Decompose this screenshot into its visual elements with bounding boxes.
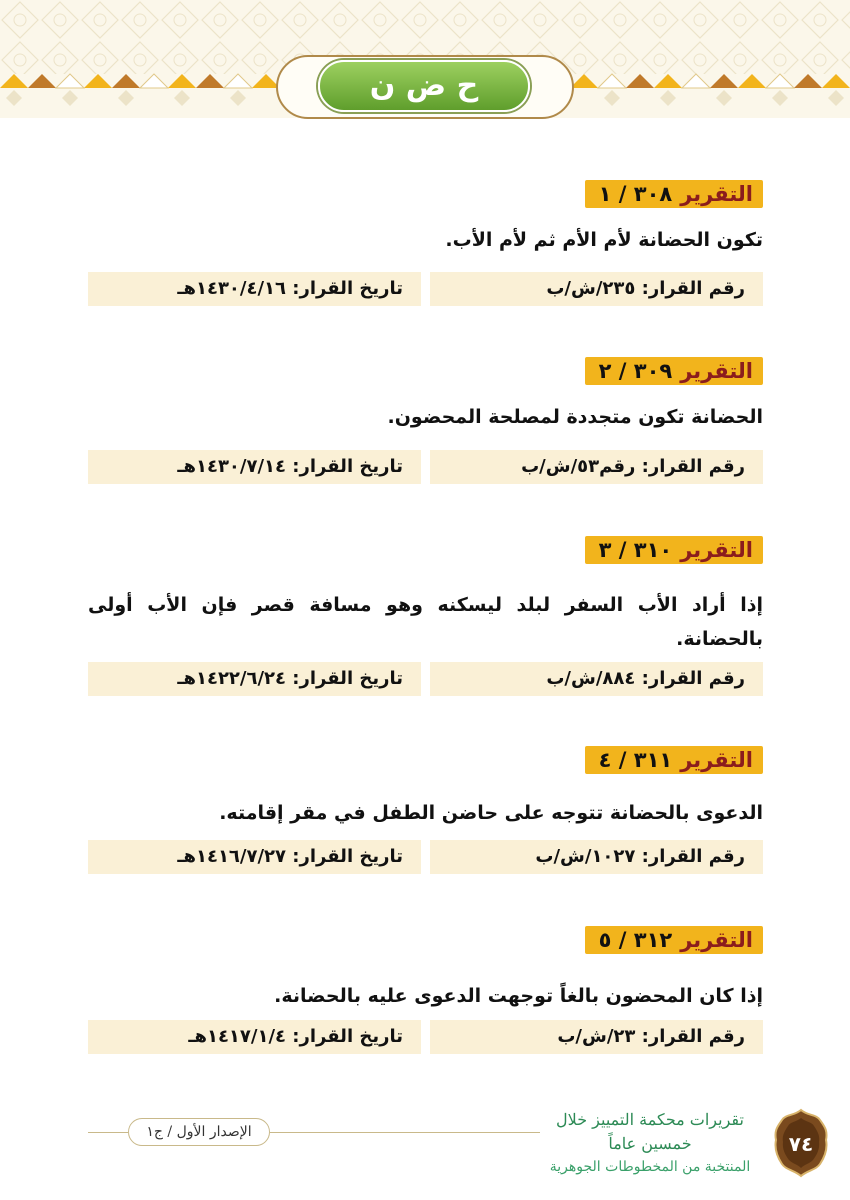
- decision-date: تاريخ القرار: ١٤٢٢/٦/٢٤هـ: [88, 662, 421, 696]
- report-title-word: التقرير: [680, 538, 753, 562]
- report-section-2: [88, 357, 763, 487]
- report-title-word: التقرير: [680, 748, 753, 772]
- report-text: تكون الحضانة لأم الأم ثم لأم الأب.: [445, 229, 763, 251]
- report-section-5: [88, 926, 763, 1056]
- report-section-3: [88, 536, 763, 701]
- page-number-badge: [772, 1108, 830, 1178]
- report-title: [585, 746, 763, 774]
- decision-number: رقم القرار: ١٠٢٧/ش/ب: [430, 840, 763, 874]
- book-edition-tag: الإصدار الأول / ج١: [128, 1118, 270, 1146]
- decision-date: تاريخ القرار: ١٤١٧/١/٤هـ: [88, 1020, 421, 1054]
- decision-date: تاريخ القرار: ١٤٣٠/٧/١٤هـ: [88, 450, 421, 484]
- report-title-number: ٣٠٩ / ٢: [598, 359, 673, 383]
- book-title-calligraphy: [540, 1108, 760, 1178]
- report-text: إذا كان المحضون بالغاً توجهت الدعوى عليه بالحضانة.: [274, 985, 763, 1007]
- page-number: ٧٤: [788, 1132, 814, 1156]
- report-title-word: التقرير: [680, 928, 753, 952]
- report-text: الدعوى بالحضانة تتوجه على حاضن الطفل في مقر إقامته.: [219, 802, 763, 824]
- decision-meta: [88, 662, 763, 696]
- decision-meta: [88, 840, 763, 874]
- report-title-number: ٣١٢ / ٥: [598, 928, 673, 952]
- report-title: [585, 357, 763, 385]
- footer-divider-left: [88, 1132, 128, 1133]
- calligraphy-line-2: المنتخبة من المخطوطات الجوهرية: [549, 1159, 751, 1175]
- decision-number: رقم القرار: ٨٨٤/ش/ب: [430, 662, 763, 696]
- decision-number: رقم القرار: ٢٣/ش/ب: [430, 1020, 763, 1054]
- report-title: [585, 180, 763, 208]
- decision-date: تاريخ القرار: ١٤١٦/٧/٢٧هـ: [88, 840, 421, 874]
- decision-meta: [88, 272, 763, 306]
- report-title-number: ٣١١ / ٤: [598, 748, 673, 772]
- footer-divider: [270, 1132, 540, 1133]
- report-section-4: [88, 746, 763, 876]
- report-title-word: التقرير: [680, 182, 753, 206]
- report-title: [585, 536, 763, 564]
- report-title-number: ٣١٠ / ٣: [598, 538, 673, 562]
- report-section-1: [88, 180, 763, 310]
- report-title-number: ٣٠٨ / ١: [598, 182, 673, 206]
- decision-number: رقم القرار: رقم٥٣/ش/ب: [430, 450, 763, 484]
- decision-meta: [88, 1020, 763, 1054]
- report-title: [585, 926, 763, 954]
- report-text: إذا أراد الأب السفر لبلد ليسكنه وهو مسافة قصر فإن الأب أولى بالحضانة.: [88, 594, 763, 650]
- report-title-word: التقرير: [680, 359, 753, 383]
- report-text: الحضانة تكون متجددة لمصلحة المحضون.: [387, 406, 763, 428]
- chapter-title: ح ض ن: [318, 60, 530, 112]
- calligraphy-line-1: تقريرات محكمة التمييز خلال خمسين عاماً: [556, 1110, 744, 1153]
- decision-number: رقم القرار: ٢٣٥/ش/ب: [430, 272, 763, 306]
- decision-meta: [88, 450, 763, 484]
- decision-date: تاريخ القرار: ١٤٣٠/٤/١٦هـ: [88, 272, 421, 306]
